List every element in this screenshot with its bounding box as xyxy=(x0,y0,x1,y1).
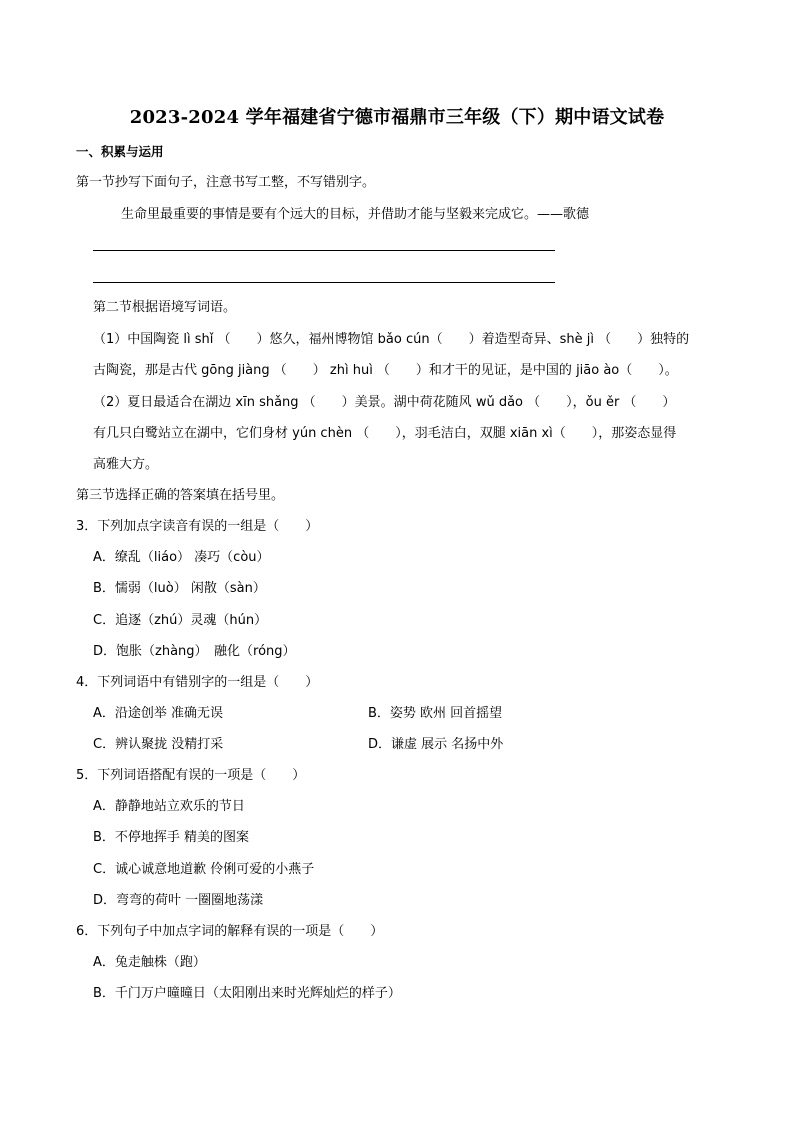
question-4-option-c[interactable]: C．辨认聚拢 没精打采 xyxy=(93,737,224,752)
question-3-option-b[interactable]: B．懦弱（luò） 闲散（sàn） xyxy=(93,581,266,596)
question-3-option-c[interactable]: C．追逐（zhú）灵魂（hún） xyxy=(93,613,268,628)
part2-instruction: 第二节根据语境写词语。 xyxy=(93,300,237,315)
paragraph1-line2: 古陶瓷，那是古代 gōng jiàng （ ） zhì huì （ ）和才干的见证，是中国的 jiāo ào（ ）。 xyxy=(93,363,678,378)
question-5-option-a[interactable]: A．静静地站立欢乐的节日 xyxy=(93,799,245,814)
paragraph2-line3: 高雅大方。 xyxy=(93,457,159,472)
question-3-option-a[interactable]: A．缭乱（liáo） 凑巧（còu） xyxy=(93,550,270,565)
part3-instruction: 第三节选择正确的答案填在括号里。 xyxy=(76,488,285,503)
question-6-option-a[interactable]: A．兔走触株（跑） xyxy=(93,955,206,970)
writing-line-2[interactable] xyxy=(93,282,555,283)
question-3-option-d[interactable]: D．饱胀（zhàng） 融化（róng） xyxy=(93,644,296,659)
question-6-option-b[interactable]: B．千门万户曈曈日（太阳刚出来时光辉灿烂的样子） xyxy=(93,986,401,1001)
copy-sentence: 生命里最重要的事情是要有个远大的目标，并借助才能与坚毅来完成它。——歌德 xyxy=(121,207,590,222)
part1-instruction: 第一节抄写下面句子，注意书写工整，不写错别字。 xyxy=(76,175,376,190)
question-4-stem: 4．下列词语中有错别字的一组是（ ） xyxy=(76,675,319,690)
paragraph2-line1: （2）夏日最适合在湖边 xīn shǎng （ ）美景。湖中荷花随风 wǔ dǎo （ ），ǒu ěr （ ） xyxy=(93,395,676,410)
question-5-option-b[interactable]: B．不停地挥手 精美的图案 xyxy=(93,830,250,845)
section-heading: 一、积累与运用 xyxy=(76,144,164,159)
writing-line-1[interactable] xyxy=(93,250,555,251)
question-5-option-d[interactable]: D．弯弯的荷叶 一圈圈地荡漾 xyxy=(93,893,264,908)
question-6-stem: 6．下列句子中加点字词的解释有误的一项是（ ） xyxy=(76,924,384,939)
paragraph1-line1: （1）中国陶瓷 lì shǐ （ ）悠久，福州博物馆 bǎo cún（ ）着造型奇异、shè jì （ ）独特的 xyxy=(93,332,690,347)
page-title: 2023-2024 学年福建省宁德市福鼎市三年级（下）期中语文试卷 xyxy=(129,107,665,128)
question-4-option-a[interactable]: A．沿途创举 准确无误 xyxy=(93,706,224,721)
question-3-stem: 3．下列加点字读音有误的一组是（ ） xyxy=(76,519,319,534)
question-5-option-c[interactable]: C．诚心诚意地道歉 伶俐可爱的小燕子 xyxy=(93,862,315,877)
question-4-option-d[interactable]: D．谦虚 展示 名扬中外 xyxy=(368,737,504,752)
question-4-option-b[interactable]: B．姿势 欧州 回首摇望 xyxy=(368,706,503,721)
paragraph2-line2: 有几只白鹭站立在湖中，它们身材 yún chèn （ ），羽毛洁白，双腿 xiān xì（ ），那姿态显得 xyxy=(93,426,677,441)
question-5-stem: 5．下列词语搭配有误的一项是（ ） xyxy=(76,768,306,783)
